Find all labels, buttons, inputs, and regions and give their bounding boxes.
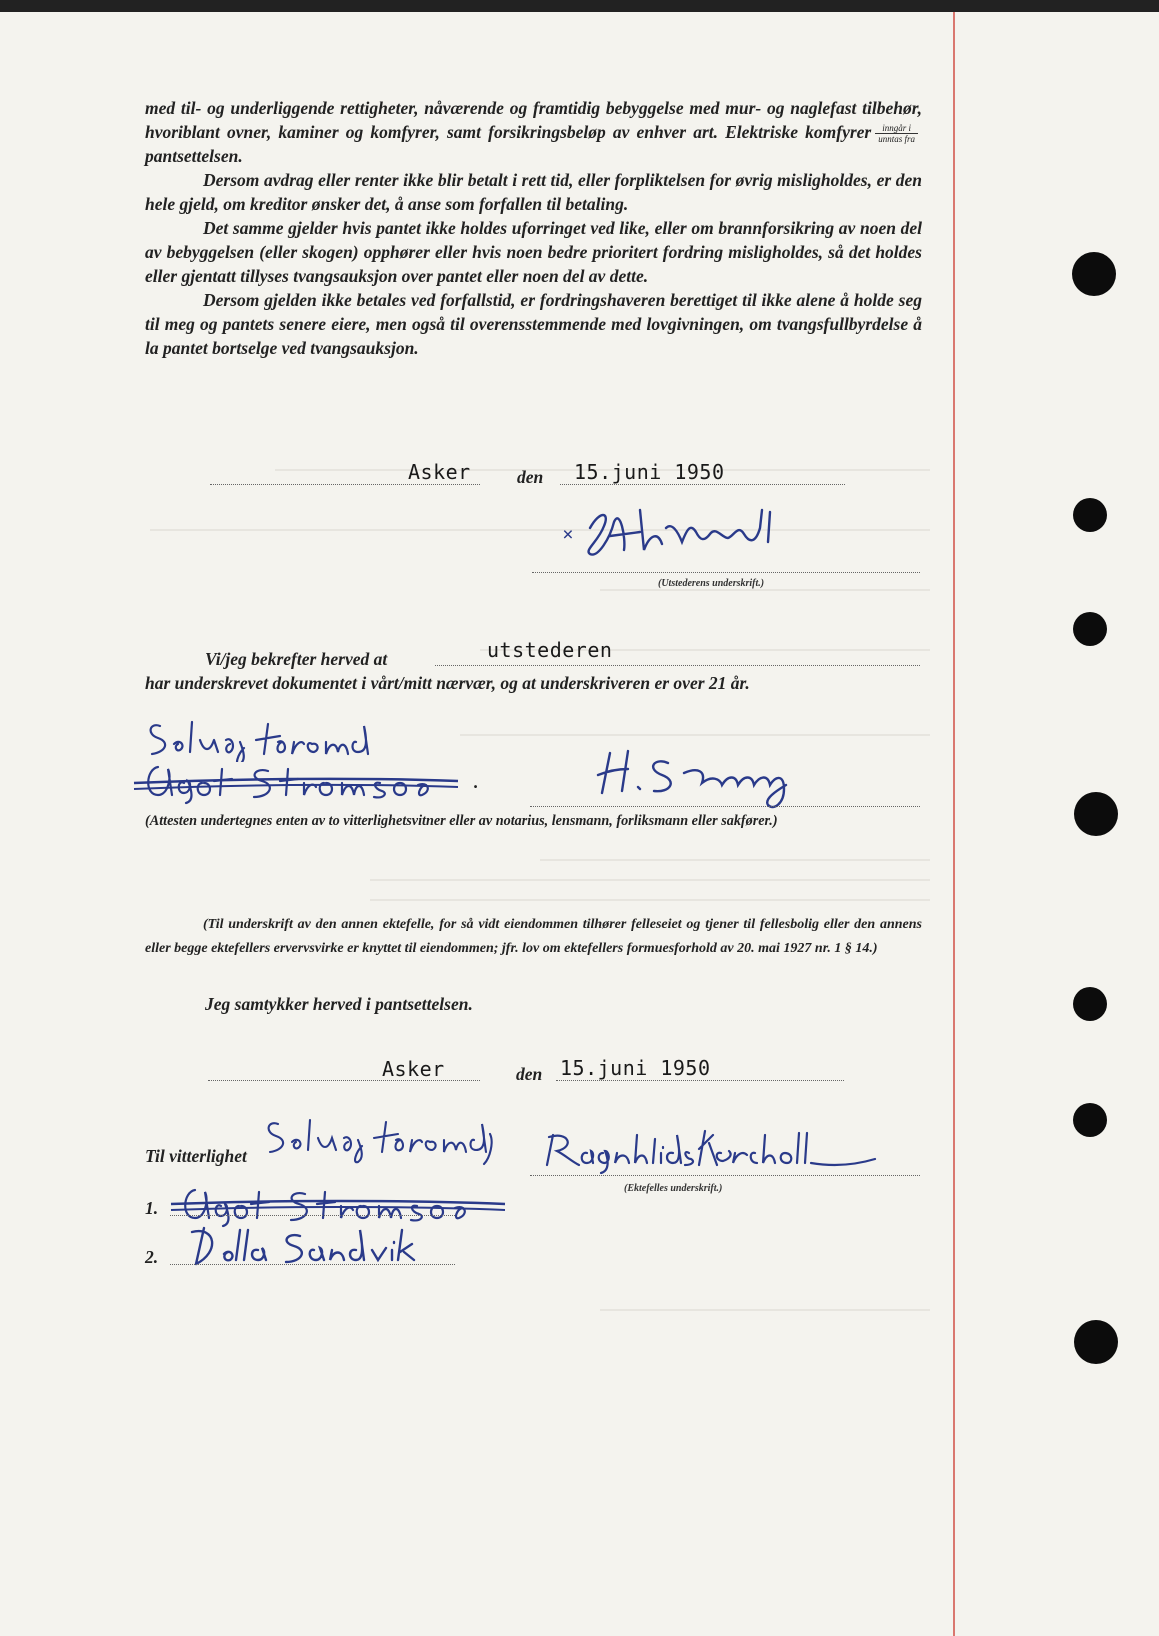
witness-filled-value: utstederen bbox=[487, 638, 613, 662]
witness-signature-2 bbox=[588, 745, 838, 815]
place-line bbox=[210, 484, 480, 485]
spouse-signature-line bbox=[530, 1175, 920, 1176]
place-value: Asker bbox=[408, 460, 471, 484]
witness-signature-line bbox=[530, 806, 920, 807]
binder-hole bbox=[1073, 612, 1107, 646]
clause-rights-end: pantsettelsen. bbox=[145, 146, 243, 167]
binder-hole bbox=[1072, 252, 1116, 296]
den-label: den bbox=[517, 467, 544, 487]
clause-rights-text: med til- og underliggende rettigheter, nåværende og framtidig bebyggelse med mur- og naglefast tilbehør, hvoriblant ovner, kaminer og komfyrer, samt forsikringsbeløp av enhver art. Elektriske komfyrer bbox=[145, 98, 922, 142]
binder-hole bbox=[1073, 1103, 1107, 1137]
witness-1-signature-struck bbox=[165, 1178, 525, 1228]
fraction-choice bbox=[875, 123, 918, 144]
clause-insurance: Det samme gjelder hvis pantet ikke holdes uforringet ved like, eller om brannforsikring av noen del av bebyggelsen (eller skogen) opphører eller hvis noen bedre prioritert fordring misligholdes, så det holdes eller gjentatt tillyses tvangsauksjon over pantet eller noen del av dette. bbox=[145, 218, 922, 287]
witness-dot: . bbox=[474, 772, 479, 792]
fraction-numerator: inngår i bbox=[875, 123, 918, 134]
witness-statement: har underskrevet dokumentet i vårt/mitt nærvær, og at underskriveren er over 21 år. bbox=[145, 673, 750, 693]
issuer-signature-caption: (Utstederens underskrift.) bbox=[658, 578, 765, 589]
date-line bbox=[560, 484, 845, 485]
date-line-2 bbox=[556, 1080, 844, 1081]
spouse-signature bbox=[535, 1125, 905, 1175]
signature-marker: × bbox=[562, 524, 574, 546]
witness-number-2: 2. bbox=[145, 1247, 159, 1267]
issuer-signature-line bbox=[532, 572, 920, 573]
til-vitterlighet-label: Til vitterlighet bbox=[145, 1146, 247, 1166]
binder-hole bbox=[1073, 498, 1107, 532]
binder-hole bbox=[1074, 792, 1118, 836]
witness-number-1: 1. bbox=[145, 1198, 159, 1218]
spouse-legal-note: (Til underskrift av den annen ektefelle, for så vidt eiendommen tilhører felleseiet og tjener til fellesbolig eller den annens eller begge ektefellers ervervsvirke er knyttet til eiendommen; jfr. lov om ektefellers formuesforhold av 20. mai 1927 nr. 1 § 14.) bbox=[145, 917, 922, 956]
date-value-2: 15.juni 1950 bbox=[560, 1056, 711, 1080]
clause-rights bbox=[145, 96, 922, 168]
date-value: 15.juni 1950 bbox=[574, 460, 725, 484]
consent-statement: Jeg samtykker herved i pantsettelsen. bbox=[205, 994, 473, 1014]
binder-hole bbox=[1074, 1320, 1118, 1364]
clause-default: Dersom avdrag eller renter ikke blir betalt i rett tid, eller forpliktelsen for øvrig misligholdes, er den hele gjeld, om kreditor ønsker det, å anse som forfallen til betaling. bbox=[145, 170, 922, 215]
til-vitterlighet-signature bbox=[258, 1112, 508, 1172]
witness-lead: Vi/jeg bekrefter herved at bbox=[205, 649, 388, 669]
fraction-denominator: unntas fra bbox=[878, 134, 915, 145]
clause-enforcement: Dersom gjelden ikke betales ved forfallstid, er fordringshaveren berettiget til ikke alene å holde seg til meg og pantets senere eiere, men også til overensstemmende med lovgivningen, om tvangsfullbyrdelse å la pantet bortselge ved tvangsauksjon. bbox=[145, 290, 922, 359]
binder-hole bbox=[1073, 987, 1107, 1021]
issuer-signature bbox=[570, 498, 800, 568]
witness-fill-line bbox=[435, 665, 920, 666]
witness-1-line bbox=[170, 1215, 455, 1216]
place-value-2: Asker bbox=[382, 1057, 445, 1081]
witness-signature-struck bbox=[128, 755, 478, 805]
mortgage-clauses bbox=[145, 96, 922, 360]
spouse-signature-caption: (Ektefelles underskrift.) bbox=[624, 1183, 723, 1194]
attestation-note: (Attesten undertegnes enten av to vitterlighetsvitner eller av notarius, lensmann, forliksmann eller sakfører.) bbox=[145, 813, 778, 829]
witness-2-line bbox=[170, 1264, 455, 1265]
den-label-2: den bbox=[516, 1064, 543, 1084]
